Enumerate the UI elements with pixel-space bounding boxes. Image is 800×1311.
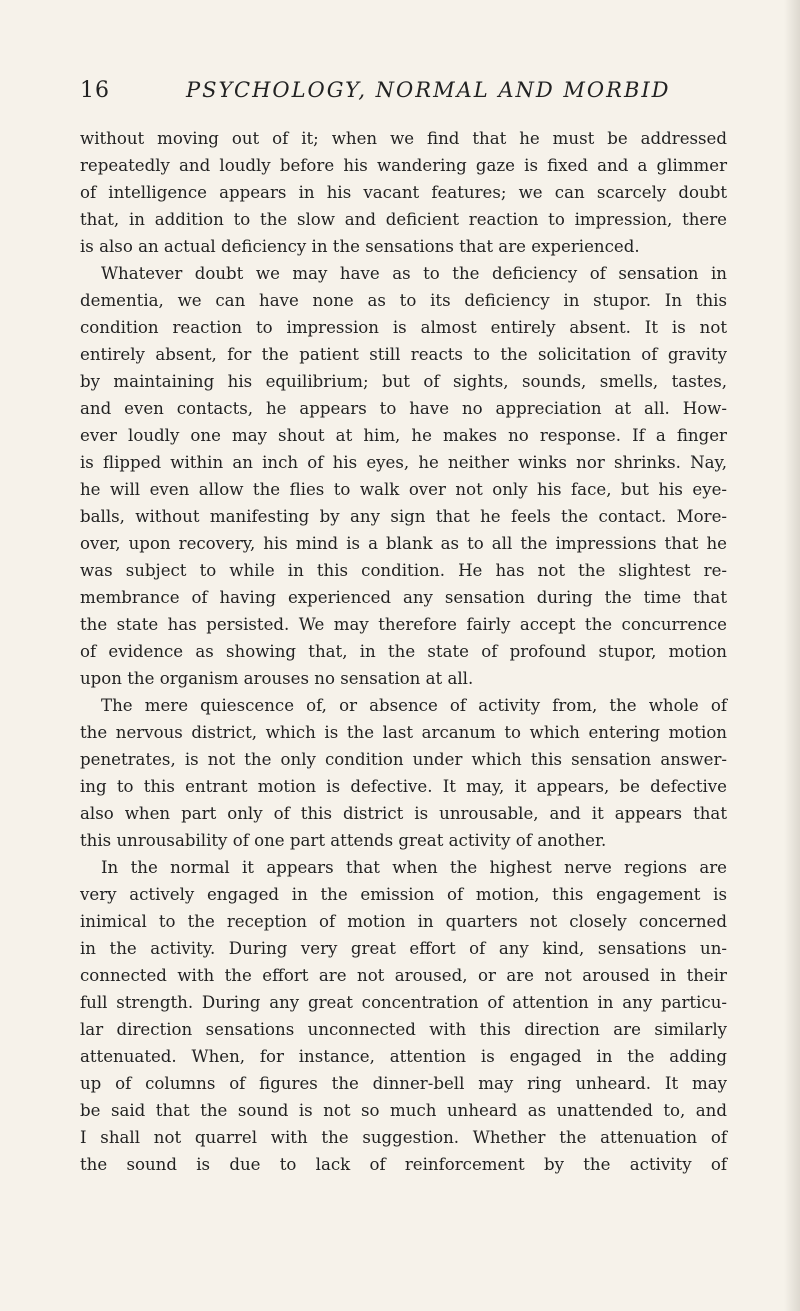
text-line: and even contacts, he appears to have no appreciation at all. How- [80,399,727,418]
text-line: in the activity. During very great effort of any kind, sensations un- [80,939,727,958]
text-line: of evidence as showing that, in the state of profound stupor, motion [80,642,727,661]
text-line: The mere quiescence of, or absence of activity from, the whole of [101,696,727,715]
page-edge-shadow [784,0,800,1311]
text-line: repeatedly and loudly before his wandering gaze is fixed and a glimmer [80,156,727,175]
text-line: I shall not quarrel with the suggestion. Whether the attenuation of [80,1128,727,1147]
text-line: he will even allow the flies to walk over not only his face, but his eye- [80,480,727,499]
text-line: full strength. During any great concentration of attention in any particu- [80,993,727,1012]
text-line: In the normal it appears that when the highest nerve regions are [101,858,727,877]
text-line: without moving out of it; when we find that he must be addressed [80,129,727,148]
running-head: PSYCHOLOGY, NORMAL AND MORBID [186,78,671,102]
text-line: membrance of having experienced any sensation during the time that [80,588,727,607]
text-line: condition reaction to impression is almost entirely absent. It is not [80,318,727,337]
text-line: the sound is due to lack of reinforcement by the activity of [80,1155,727,1174]
text-line: lar direction sensations unconnected with this direction are similarly [80,1020,727,1039]
text-line: upon the organism arouses no sensation at all. [80,669,474,688]
text-line: also when part only of this district is unrousable, and it appears that [80,804,727,823]
text-line: Whatever doubt we may have as to the deficiency of sensation in [101,264,727,283]
text-line: inimical to the reception of motion in quarters not closely concerned [80,912,727,931]
text-line: entirely absent, for the patient still reacts to the solicitation of gravity [80,345,727,364]
page-number: 16 [80,78,110,103]
text-line: was subject to while in this condition. He has not the slightest re- [80,561,727,580]
text-line: be said that the sound is not so much unheard as unattended to, and [80,1101,727,1120]
text-line: dementia, we can have none as to its deficiency in stupor. In this [80,291,727,310]
text-line: penetrates, is not the only condition under which this sensation answer- [80,750,727,769]
text-line: the state has persisted. We may therefore fairly accept the concurrence [80,615,727,634]
text-line: this unrousability of one part attends great activity of another. [80,831,607,850]
text-line: that, in addition to the slow and deficient reaction to impression, there [80,210,727,229]
text-line: balls, without manifesting by any sign that he feels the contact. More- [80,507,727,526]
text-line: ing to this entrant motion is defective. It may, it appears, be defective [80,777,727,796]
page-header [80,78,727,114]
text-line: over, upon recovery, his mind is a blank as to all the impressions that he [80,534,727,553]
text-line: attenuated. When, for instance, attention is engaged in the adding [80,1047,727,1066]
body-text [80,125,727,1178]
text-line: the nervous district, which is the last arcanum to which entering motion [80,723,727,742]
text-line: up of columns of figures the dinner-bell may ring unheard. It may [80,1074,727,1093]
text-line: is also an actual deficiency in the sensations that are experienced. [80,237,640,256]
text-line: is flipped within an inch of his eyes, he neither winks nor shrinks. Nay, [80,453,727,472]
text-line: of intelligence appears in his vacant features; we can scarcely doubt [80,183,727,202]
text-line: connected with the effort are not aroused, or are not aroused in their [80,966,727,985]
text-line: by maintaining his equilibrium; but of sights, sounds, smells, tastes, [80,372,727,391]
text-line: very actively engaged in the emission of motion, this engagement is [80,885,727,904]
text-line: ever loudly one may shout at him, he makes no response. If a finger [80,426,727,445]
